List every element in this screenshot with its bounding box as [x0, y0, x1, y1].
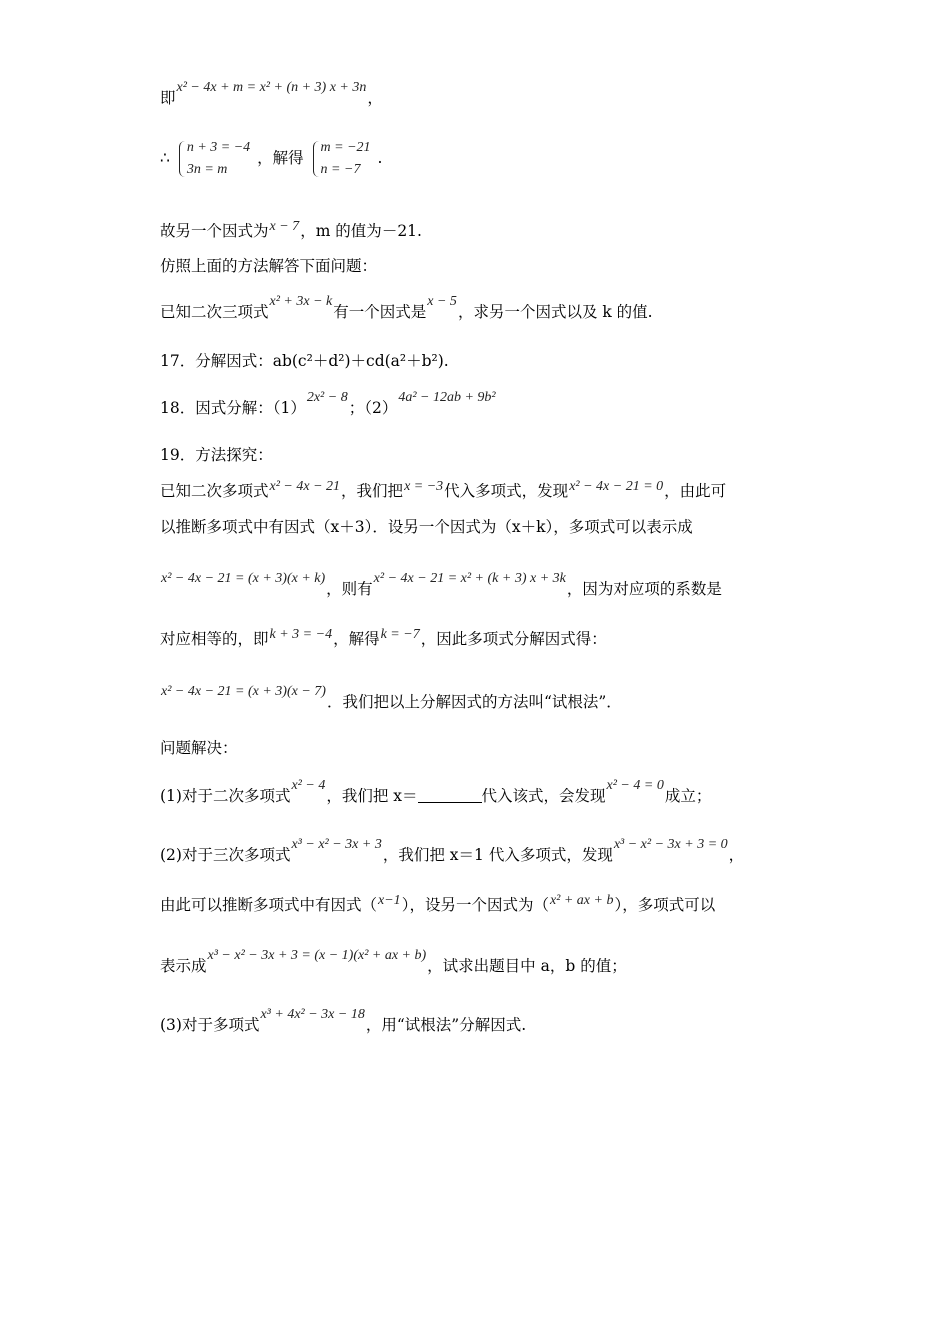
- q19-subquestion-1: [160, 778, 800, 808]
- math-expression: x² − 4 = 0: [606, 778, 664, 793]
- text: ，我们把 x＝: [326, 787, 418, 805]
- equation: n + 3 = −4: [186, 140, 251, 155]
- math-expression: 4a² − 12ab + 9b²: [398, 390, 496, 405]
- q19-subquestion-2-line-2: [160, 895, 800, 917]
- text: ），设另一个因式为（: [401, 896, 549, 914]
- q19-paragraph-3: [160, 571, 800, 601]
- text: ，: [367, 89, 383, 107]
- text: 代入该式，会发现: [481, 787, 606, 805]
- math-expression: x² − 4x − 21 = 0: [569, 479, 664, 494]
- text: 代入多项式，发现: [444, 482, 569, 500]
- line-system: [160, 136, 800, 180]
- q19-paragraph-5: [160, 684, 800, 714]
- q19-solve-heading: 问题解决：: [160, 739, 238, 757]
- text: 即: [160, 89, 176, 107]
- question-18: [160, 390, 800, 420]
- math-expression: k + 3 = −4: [269, 627, 333, 642]
- math-expression: x² − 4x − 21 = x² + (k + 3) x + 3k: [373, 571, 566, 586]
- text: ，因此多项式分解因式得：: [420, 630, 607, 648]
- equation: n = −7: [320, 162, 361, 177]
- math-expression: x − 5: [427, 294, 457, 309]
- math-expression: x³ − x² − 3x + 3: [291, 837, 382, 852]
- text: 18．因式分解：（1）: [160, 399, 306, 417]
- q19-subquestion-2-line-3: [160, 948, 800, 978]
- math-expression: x = −3: [404, 479, 444, 494]
- text: 表示成: [160, 957, 207, 975]
- math-expression: k = −7: [380, 627, 420, 642]
- math-expression: x² + ax + b: [549, 893, 614, 908]
- text: ，我们把: [341, 482, 404, 500]
- math-expression: x² − 4x − 21 = (x + 3)(x − 7): [161, 684, 326, 699]
- text: ，因为对应项的系数是: [566, 580, 722, 598]
- text: (1)对于二次多项式: [160, 787, 291, 805]
- math-expression: x−1: [378, 893, 401, 908]
- text: ，试求出题目中 a，b 的值；: [427, 957, 627, 975]
- text: ，我们把 x＝1 代入多项式，发现: [382, 846, 613, 864]
- q19-subquestion-2: [160, 837, 800, 867]
- text: ；（2）: [348, 399, 398, 417]
- math-expression: 2x² − 8: [306, 390, 348, 405]
- text: 由此可以推断多项式中有因式（: [160, 896, 378, 914]
- text: ，解得: [257, 149, 304, 167]
- line-substitution: [160, 80, 800, 110]
- text: ），多项式可以: [614, 896, 716, 914]
- text: 成立；: [664, 787, 712, 805]
- math-expression: x² − 4: [291, 778, 326, 793]
- line-problem: [160, 294, 800, 324]
- text: 已知二次多项式: [160, 482, 269, 500]
- text: 对应相等的，即: [160, 630, 269, 648]
- question-19-title: 19．方法探究：: [160, 446, 273, 464]
- text: 已知二次三项式: [160, 303, 269, 321]
- text: .: [377, 149, 383, 167]
- text: ，求另一个因式以及 k 的值.: [457, 303, 653, 321]
- equation: 3n = m: [186, 162, 228, 177]
- q19-subquestion-3: [160, 1007, 800, 1037]
- therefore-symbol: ∴: [160, 149, 170, 167]
- q19-paragraph-4: [160, 629, 800, 651]
- text: 故另一个因式为: [160, 222, 269, 240]
- math-expression: x³ − x² − 3x + 3 = (x − 1)(x² + ax + b): [207, 948, 427, 963]
- text: 有一个因式是: [333, 303, 427, 321]
- text: (2)对于三次多项式: [160, 846, 291, 864]
- q19-paragraph-1: [160, 481, 800, 503]
- text: ，m 的值为－21.: [300, 222, 422, 240]
- line-instruction: 仿照上面的方法解答下面问题：: [160, 257, 378, 275]
- line-conclusion: [160, 221, 800, 243]
- math-expression: x³ + 4x² − 3x − 18: [260, 1007, 365, 1022]
- math-expression: x² − 4x + m = x² + (n + 3) x + 3n: [176, 80, 367, 95]
- equation-system-2: [311, 137, 371, 181]
- q19-paragraph-2: 以推断多项式中有因式（x＋3）．设另一个因式为（x＋k），多项式可以表示成: [160, 518, 693, 536]
- text: ，用“试根法”分解因式.: [365, 1016, 527, 1034]
- text: ．我们把以上分解因式的方法叫“试根法”．: [326, 693, 622, 711]
- answer-blank[interactable]: [418, 788, 482, 803]
- math-expression: x³ − x² − 3x + 3 = 0: [613, 837, 728, 852]
- math-expression: x² − 4x − 21 = (x + 3)(x + k): [161, 571, 326, 586]
- equation-system-1: [177, 137, 250, 181]
- text: ，: [728, 846, 745, 864]
- math-expression: x − 7: [269, 219, 300, 234]
- text: ，则有: [326, 580, 373, 598]
- math-expression: x² + 3x − k: [269, 294, 333, 309]
- text: ，解得: [333, 630, 380, 648]
- equation: m = −21: [320, 140, 371, 155]
- question-17: 17．分解因式：ab(c²＋d²)＋cd(a²＋b²).: [160, 352, 449, 370]
- math-expression: x² − 4x − 21: [269, 479, 341, 494]
- text: (3)对于多项式: [160, 1016, 260, 1034]
- text: ，由此可: [664, 482, 727, 500]
